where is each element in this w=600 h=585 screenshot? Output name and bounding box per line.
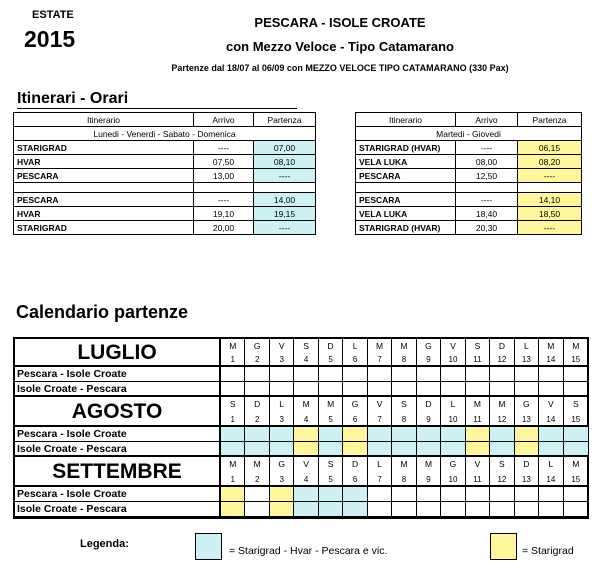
arrival-time: ---- [194, 141, 254, 155]
weekday-letter: M [294, 397, 318, 412]
departure-day-cell [466, 367, 490, 382]
day-number: 12 [490, 472, 514, 487]
weekday-letter: G [270, 457, 294, 472]
timetable-row [356, 155, 582, 169]
departure-day-cell [564, 367, 588, 382]
stop-name: STARIGRAD (HVAR) [356, 221, 456, 235]
departure-day-cell [490, 442, 514, 457]
departure-day-cell [539, 442, 563, 457]
weekday-letter: D [319, 339, 343, 353]
departure-day-cell [490, 367, 514, 382]
departure-day-cell [466, 502, 490, 517]
departure-day-cell [417, 502, 441, 517]
departure-day-cell [221, 382, 245, 397]
departure-day-cell [466, 442, 490, 457]
departure-day-cell [539, 487, 563, 502]
departure-day-cell [245, 382, 269, 397]
departure-day-cell [392, 382, 416, 397]
route-label: Pescara - Isole Croate [15, 367, 221, 382]
departure-day-cell [221, 487, 245, 502]
weekday-letter: L [441, 397, 465, 412]
departure-day-cell [564, 502, 588, 517]
day-number: 13 [515, 412, 539, 427]
day-number: 9 [417, 412, 441, 427]
departure-day-cell [294, 442, 318, 457]
departure-day-cell [294, 487, 318, 502]
weekday-letter: V [368, 397, 392, 412]
timetable-row [356, 169, 582, 183]
weekday-letter: S [319, 457, 343, 472]
day-number: 7 [368, 353, 392, 367]
weekday-letter: D [490, 339, 514, 353]
day-number: 5 [319, 472, 343, 487]
departure-day-cell [515, 367, 539, 382]
departure-time: 14,00 [254, 193, 316, 207]
timetable-row [14, 193, 316, 207]
route-label: Isole Croate - Pescara [15, 442, 221, 457]
weekday-letter: L [515, 339, 539, 353]
departure-day-cell [490, 502, 514, 517]
arrival-time: 13,00 [194, 169, 254, 183]
day-number: 5 [319, 412, 343, 427]
col-header: Itinerario [356, 113, 456, 127]
col-header: Arrivo [456, 113, 518, 127]
weekday-letter: M [392, 457, 416, 472]
departure-day-cell [417, 442, 441, 457]
weekday-letter: M [221, 339, 245, 353]
departure-day-cell [245, 502, 269, 517]
departure-day-cell [319, 427, 343, 442]
departure-day-cell [441, 427, 465, 442]
day-number: 5 [319, 353, 343, 367]
day-number: 14 [539, 353, 563, 367]
departure-day-cell [441, 367, 465, 382]
day-number: 10 [441, 412, 465, 427]
weekday-letter: G [515, 397, 539, 412]
departure-day-cell [466, 487, 490, 502]
day-number: 12 [490, 353, 514, 367]
timetable-row [14, 155, 316, 169]
day-number: 1 [221, 412, 245, 427]
itinerari-title: Itinerari - Orari [17, 90, 129, 107]
departures-calendar [13, 337, 589, 519]
departure-day-cell [270, 487, 294, 502]
month-name: SETTEMBRE [15, 457, 221, 487]
weekday-letter: S [572, 399, 579, 409]
departure-day-cell [221, 367, 245, 382]
day-number: 3 [270, 472, 294, 487]
departure-day-cell [392, 487, 416, 502]
departure-day-cell [294, 427, 318, 442]
departure-day-cell [515, 502, 539, 517]
day-number: 14 [539, 412, 563, 427]
weekday-letter: L [539, 457, 563, 472]
departure-day-cell [221, 427, 245, 442]
departure-day-cell [515, 442, 539, 457]
day-number: 4 [294, 472, 318, 487]
departure-day-cell [294, 367, 318, 382]
departure-day-cell [564, 487, 588, 502]
departure-day-cell [490, 382, 514, 397]
timetable-weekday [355, 112, 582, 235]
departure-day-cell [490, 427, 514, 442]
departure-time: ---- [254, 221, 316, 235]
legend-swatch-yellow [490, 533, 517, 560]
arrival-time: 18,40 [456, 207, 518, 221]
departure-day-cell [245, 487, 269, 502]
weekday-letter: L [343, 339, 367, 353]
departure-day-cell [441, 442, 465, 457]
day-number: 9 [417, 353, 441, 367]
departure-day-cell [368, 427, 392, 442]
weekday-letter: M [368, 339, 392, 353]
departure-day-cell [564, 427, 588, 442]
day-number: 15 [564, 472, 588, 487]
weekday-letter: S [490, 457, 514, 472]
legend-label: Legenda: [80, 538, 129, 550]
day-number: 11 [466, 472, 490, 487]
weekday-letter: D [245, 397, 269, 412]
weekday-letter: V [539, 397, 563, 412]
weekday-letter: G [441, 457, 465, 472]
stop-name: STARIGRAD [14, 141, 194, 155]
timetable-row [14, 183, 316, 193]
weekday-letter: D [343, 457, 367, 472]
departure-day-cell [539, 427, 563, 442]
stop-name [14, 183, 194, 193]
day-number: 8 [392, 353, 416, 367]
weekday-letter: M [319, 397, 343, 412]
day-number: 2 [245, 353, 269, 367]
day-number: 3 [270, 353, 294, 367]
arrival-time: 19,10 [194, 207, 254, 221]
page-title: PESCARA - ISOLE CROATE [254, 15, 426, 30]
departure-day-cell [343, 442, 367, 457]
route-label: Pescara - Isole Croate [15, 427, 221, 442]
timetable-row [14, 141, 316, 155]
day-number: 12 [490, 412, 514, 427]
departure-day-cell [539, 367, 563, 382]
timetable-row [356, 183, 582, 193]
departure-day-cell [564, 442, 588, 457]
departure-day-cell [515, 427, 539, 442]
weekday-letter: V [294, 457, 318, 472]
departure-time [254, 183, 316, 193]
stop-name: STARIGRAD (HVAR) [356, 141, 456, 155]
departure-day-cell [270, 502, 294, 517]
arrival-time: 12,50 [456, 169, 518, 183]
month-name: LUGLIO [15, 339, 221, 367]
day-number: 7 [368, 472, 392, 487]
weekday-letter: L [368, 457, 392, 472]
departure-day-cell [270, 427, 294, 442]
route-label: Pescara - Isole Croate [15, 487, 221, 502]
departure-day-cell [270, 382, 294, 397]
departure-day-cell [221, 442, 245, 457]
departure-day-cell [368, 502, 392, 517]
weekday-letter: M [245, 457, 269, 472]
departure-day-cell [392, 502, 416, 517]
stop-name: VELA LUKA [356, 155, 456, 169]
departure-day-cell [343, 427, 367, 442]
day-number: 15 [564, 412, 588, 427]
arrival-time [456, 183, 518, 193]
departure-time: 06,15 [518, 141, 582, 155]
days-row: Lunedi - Venerdi - Sabato - Domenica [14, 127, 316, 141]
departure-day-cell [490, 487, 514, 502]
timetable-row [356, 207, 582, 221]
departure-day-cell [319, 367, 343, 382]
stop-name: PESCARA [356, 193, 456, 207]
weekday-letter: G [245, 339, 269, 353]
day-number: 1 [221, 472, 245, 487]
day-number: 11 [466, 353, 490, 367]
departure-day-cell [466, 427, 490, 442]
day-number: 15 [564, 353, 588, 367]
departure-day-cell [368, 487, 392, 502]
timetable-row [14, 207, 316, 221]
departure-day-cell [539, 382, 563, 397]
departure-day-cell [343, 382, 367, 397]
departure-time [518, 183, 582, 193]
departure-day-cell [441, 502, 465, 517]
departure-time: 14,10 [518, 193, 582, 207]
weekday-letter: M [539, 339, 563, 353]
weekday-letter: V [441, 339, 465, 353]
route-label: Isole Croate - Pescara [15, 382, 221, 397]
timetable-row [14, 169, 316, 183]
day-number: 8 [392, 412, 416, 427]
departure-day-cell [392, 427, 416, 442]
day-number: 13 [515, 353, 539, 367]
departure-day-cell [270, 442, 294, 457]
departure-day-cell [564, 382, 588, 397]
departure-day-cell [368, 442, 392, 457]
weekday-letter: V [466, 457, 490, 472]
arrival-time: ---- [194, 193, 254, 207]
stop-name: VELA LUKA [356, 207, 456, 221]
departure-day-cell [539, 502, 563, 517]
itinerari-underline [17, 108, 297, 109]
day-number: 2 [245, 472, 269, 487]
arrival-time: 08,00 [456, 155, 518, 169]
stop-name: PESCARA [14, 169, 194, 183]
weekday-letter: M [221, 457, 245, 472]
stop-name: PESCARA [356, 169, 456, 183]
departure-time: ---- [518, 169, 582, 183]
departure-day-cell [417, 382, 441, 397]
departure-day-cell [441, 382, 465, 397]
day-number: 4 [294, 412, 318, 427]
day-number: 6 [343, 472, 367, 487]
departure-day-cell [515, 382, 539, 397]
departure-day-cell [294, 382, 318, 397]
day-number: 1 [221, 353, 245, 367]
departure-day-cell [319, 502, 343, 517]
departure-day-cell [343, 502, 367, 517]
departure-day-cell [294, 502, 318, 517]
departure-day-cell [417, 427, 441, 442]
day-number: 14 [539, 472, 563, 487]
day-number: 7 [368, 412, 392, 427]
weekday-letter: G [343, 397, 367, 412]
arrival-time: ---- [456, 193, 518, 207]
day-number: 11 [466, 412, 490, 427]
season-label: ESTATE [32, 9, 74, 21]
timetable-row [14, 221, 316, 235]
page-subtitle: con Mezzo Veloce - Tipo Catamarano [225, 39, 455, 54]
day-number: 13 [515, 472, 539, 487]
weekday-letter: M [392, 339, 416, 353]
departure-day-cell [245, 367, 269, 382]
departure-day-cell [392, 442, 416, 457]
arrival-time: 20,00 [194, 221, 254, 235]
stop-name: STARIGRAD [14, 221, 194, 235]
arrival-time: ---- [456, 141, 518, 155]
stop-name [356, 183, 456, 193]
weekday-letter: S [294, 339, 318, 353]
weekday-letter: S [221, 397, 245, 412]
stop-name: HVAR [14, 207, 194, 221]
weekday-letter: G [417, 339, 441, 353]
arrival-time: 07,50 [194, 155, 254, 169]
departure-day-cell [441, 487, 465, 502]
calendario-title: Calendario partenze [16, 302, 189, 322]
departure-time: 08,20 [518, 155, 582, 169]
departure-day-cell [270, 367, 294, 382]
departure-day-cell [392, 367, 416, 382]
departure-day-cell [245, 427, 269, 442]
season-year: 2015 [24, 26, 76, 52]
day-number: 10 [441, 353, 465, 367]
legend-text-yellow: = Starigrad [522, 545, 574, 557]
departure-time: ---- [254, 169, 316, 183]
days-row: Martedi - Giovedi [356, 127, 582, 141]
timetable-row [356, 193, 582, 207]
departure-day-cell [319, 382, 343, 397]
day-number: 6 [343, 412, 367, 427]
weekday-letter: S [466, 339, 490, 353]
day-number: 9 [417, 472, 441, 487]
day-number: 8 [392, 472, 416, 487]
col-header: Partenza [254, 113, 316, 127]
weekday-letter: L [270, 397, 294, 412]
arrival-time [194, 183, 254, 193]
departure-day-cell [466, 382, 490, 397]
departure-day-cell [368, 367, 392, 382]
departure-day-cell [515, 487, 539, 502]
departure-day-cell [417, 367, 441, 382]
weekday-letter: V [270, 339, 294, 353]
day-number: 10 [441, 472, 465, 487]
weekday-letter: D [515, 457, 539, 472]
timetable-weekend [13, 112, 316, 235]
weekday-letter: M [572, 341, 580, 351]
departure-day-cell [417, 487, 441, 502]
day-number: 3 [270, 412, 294, 427]
departures-note: Partenze dal 18/07 al 06/09 con MEZZO VELOCE TIPO CATAMARANO (330 Pax) [171, 63, 509, 73]
departure-day-cell [343, 487, 367, 502]
departure-time: 07,00 [254, 141, 316, 155]
day-number: 2 [245, 412, 269, 427]
departure-day-cell [319, 442, 343, 457]
timetable-row [356, 221, 582, 235]
col-header: Itinerario [14, 113, 194, 127]
legend-swatch-cyan [195, 533, 222, 560]
arrival-time: 20,30 [456, 221, 518, 235]
day-number: 6 [343, 353, 367, 367]
weekday-letter: M [572, 459, 580, 469]
col-header: Arrivo [194, 113, 254, 127]
weekday-letter: M [490, 397, 514, 412]
weekday-letter: M [417, 457, 441, 472]
route-label: Isole Croate - Pescara [15, 502, 221, 517]
departure-time: ---- [518, 221, 582, 235]
departure-time: 08,10 [254, 155, 316, 169]
departure-day-cell [245, 442, 269, 457]
weekday-letter: M [466, 397, 490, 412]
departure-day-cell [368, 382, 392, 397]
departure-time: 19,15 [254, 207, 316, 221]
month-name: AGOSTO [15, 397, 221, 427]
timetable-row [356, 141, 582, 155]
stop-name: HVAR [14, 155, 194, 169]
col-header: Partenza [518, 113, 582, 127]
departure-day-cell [221, 502, 245, 517]
weekday-letter: D [417, 397, 441, 412]
day-number: 4 [294, 353, 318, 367]
weekday-letter: S [392, 397, 416, 412]
departure-time: 18,50 [518, 207, 582, 221]
departure-day-cell [319, 487, 343, 502]
stop-name: PESCARA [14, 193, 194, 207]
legend-text-cyan: = Starigrad - Hvar - Pescara e vic. [229, 545, 388, 557]
departure-day-cell [343, 367, 367, 382]
